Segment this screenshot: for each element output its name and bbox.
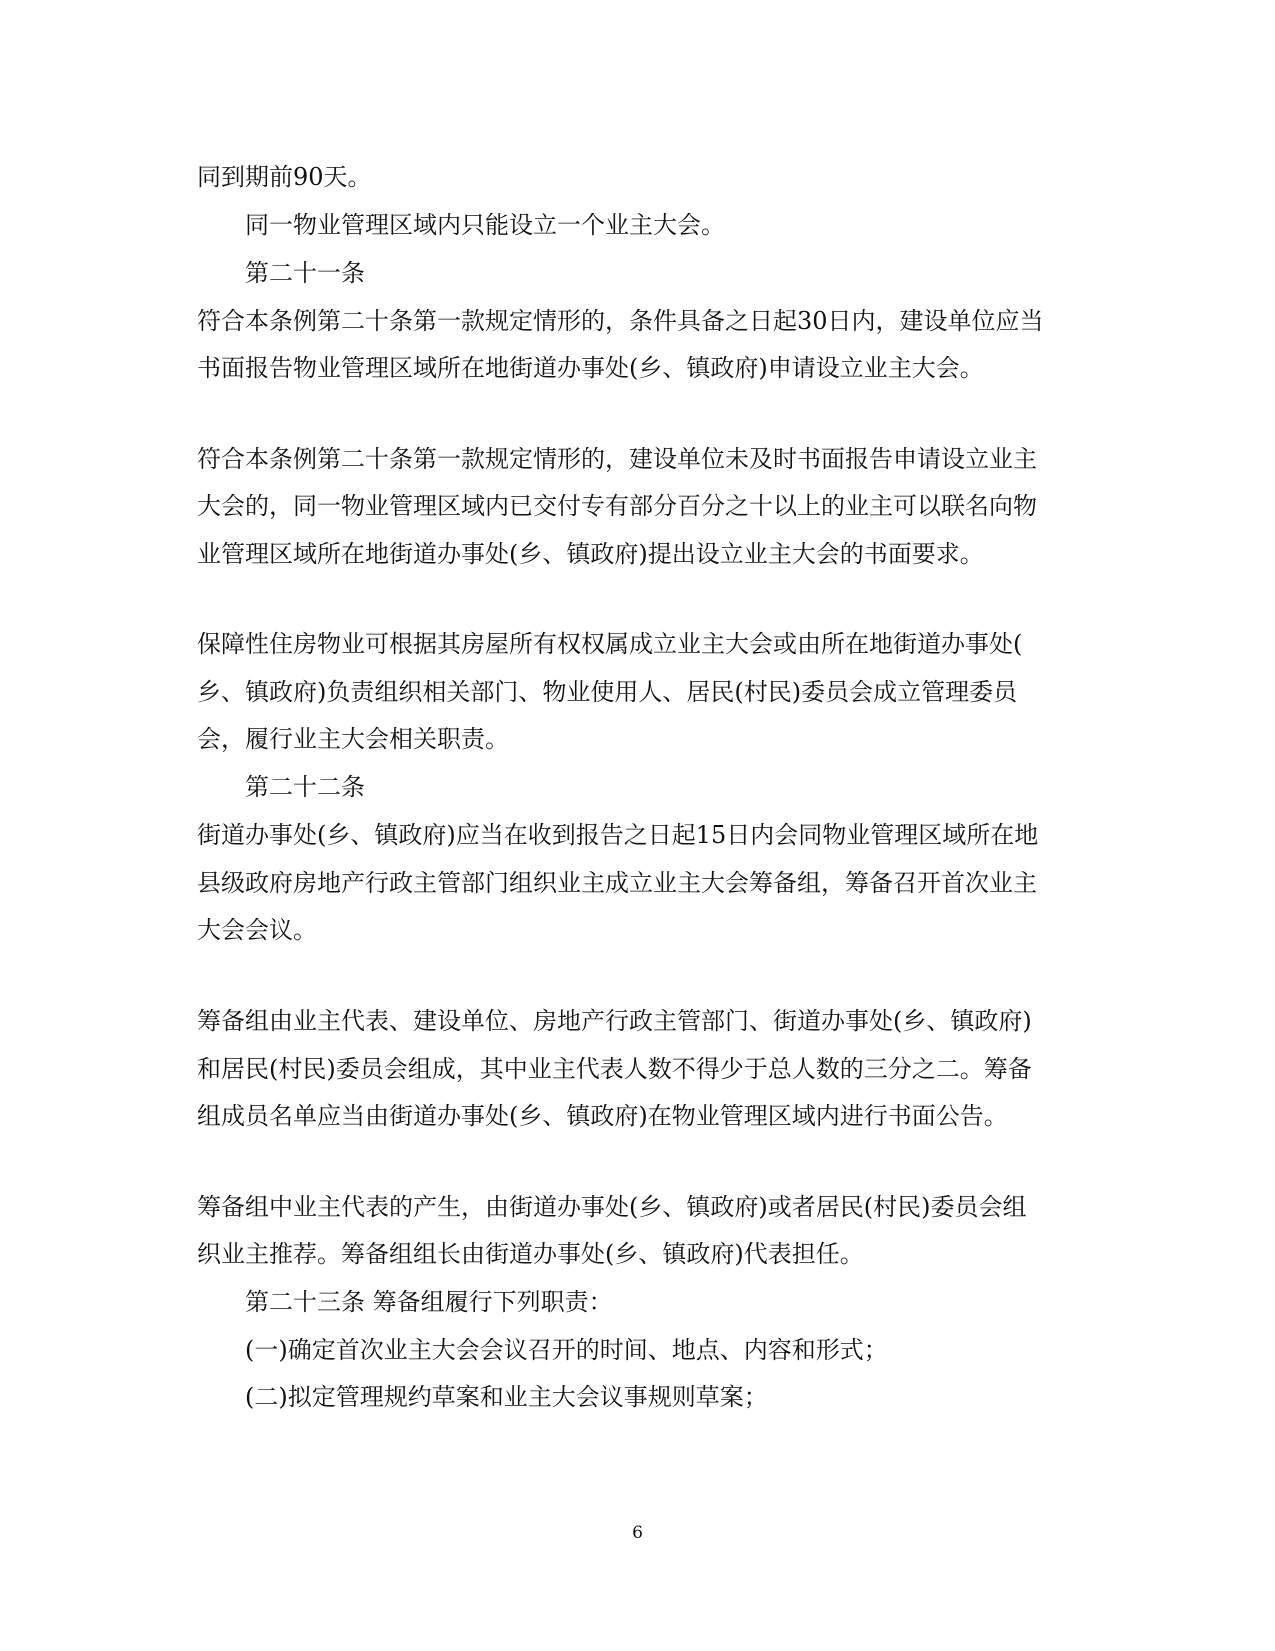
text-line: 大会的，同一物业管理区域内已交付专有部分百分之十以上的业主可以联名向物 — [197, 492, 1037, 520]
text-line: 同到期前90天。 — [197, 163, 372, 191]
page-number: 6 — [632, 1523, 643, 1543]
text-line: 书面报告物业管理区域所在地街道办事处(乡、镇政府)申请设立业主大会。 — [197, 354, 984, 382]
text-line: 符合本条例第二十条第一款规定情形的，建设单位未及时书面报告申请设立业主 — [197, 445, 1037, 473]
list-item: (一)确定首次业主大会会议召开的时间、地点、内容和形式； — [245, 1336, 888, 1364]
text-line: 乡、镇政府)负责组织相关部门、物业使用人、居民(村民)委员会成立管理委员 — [197, 678, 1018, 706]
text-line: 和居民(村民)委员会组成，其中业主代表人数不得少于总人数的三分之二。筹备 — [197, 1055, 1032, 1083]
text-line: 会，履行业主大会相关职责。 — [197, 725, 509, 753]
article-heading: 第二十一条 — [245, 259, 365, 287]
article-heading: 第二十三条 筹备组履行下列职责： — [245, 1288, 613, 1316]
text-line: 街道办事处(乡、镇政府)应当在收到报告之日起15日内会同物业管理区域所在地 — [197, 821, 1039, 849]
text-line: 筹备组由业主代表、建设单位、房地产行政主管部门、街道办事处(乡、镇政府) — [197, 1007, 1032, 1035]
article-heading: 第二十二条 — [245, 773, 365, 801]
text-line: 业管理区域所在地街道办事处(乡、镇政府)提出设立业主大会的书面要求。 — [197, 540, 984, 568]
text-line: 同一物业管理区域内只能设立一个业主大会。 — [245, 211, 725, 239]
text-line: 大会会议。 — [197, 916, 317, 944]
text-line: 符合本条例第二十条第一款规定情形的，条件具备之日起30日内，建设单位应当 — [197, 307, 1044, 335]
text-line: 筹备组中业主代表的产生，由街道办事处(乡、镇政府)或者居民(村民)委员会组 — [197, 1193, 1027, 1221]
text-line: 县级政府房地产行政主管部门组织业主成立业主大会筹备组，筹备召开首次业主 — [197, 869, 1037, 897]
list-item: (二)拟定管理规约草案和业主大会议事规则草案； — [245, 1383, 768, 1411]
text-line: 保障性住房物业可根据其房屋所有权权属成立业主大会或由所在地街道办事处( — [197, 630, 1023, 658]
text-line: 织业主推荐。筹备组组长由街道办事处(乡、镇政府)代表担任。 — [197, 1240, 864, 1268]
text-line: 组成员名单应当由街道办事处(乡、镇政府)在物业管理区域内进行书面公告。 — [197, 1102, 1008, 1130]
